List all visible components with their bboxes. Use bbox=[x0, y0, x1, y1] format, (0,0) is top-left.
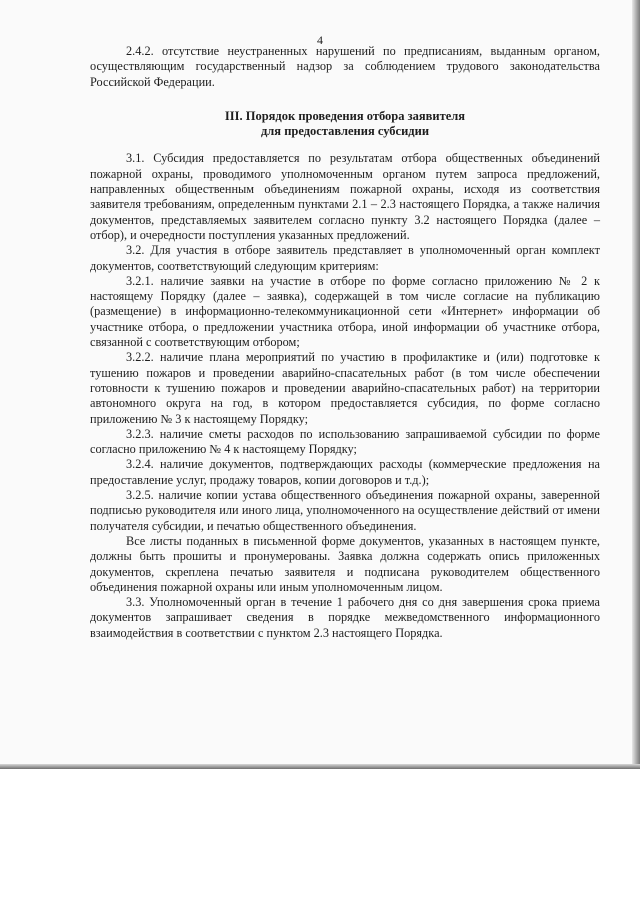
paragraph-3-2-4: 3.2.4. наличие документов, подтверждающих расходы (коммерческие предложения на предоставление услуг, продажу товаров, копии договоров и т.д.); bbox=[90, 457, 600, 487]
paragraph-2-4-2: 2.4.2. отсутствие неустраненных нарушений по предписаниям, выданным органом, осуществляющим государственный надзор за соблюдением трудового законодательства Российской Федерации. bbox=[90, 44, 600, 89]
section-heading bbox=[90, 109, 600, 140]
paragraph-3-2-5: 3.2.5. наличие копии устава общественного объединения пожарной охраны, заверенной подписью руководителя или иного лица, уполномоченного на осуществление действий от имени получателя субсидии, и печатью общественного объединения. bbox=[90, 488, 600, 533]
paragraph-3-2-2: 3.2.2. наличие плана мероприятий по участию в профилактике и (или) подготовке к тушению пожаров и проведении аварийно-спасательных работ (в том числе обеспечении готовности к тушению пожаров и проведении аварийно-спасательных работ) на территории автономного округа на год, в котором предоставляется субсидия, по форме согласно приложению № 3 к настоящему Порядку; bbox=[90, 350, 600, 426]
section-heading-line-1: III. Порядок проведения отбора заявителя bbox=[224, 108, 466, 123]
section-heading-line-2: для предоставления субсидии bbox=[260, 124, 430, 139]
paragraph-3-3: 3.3. Уполномоченный орган в течение 1 рабочего дня со дня завершения срока приема документов запрашивает сведения в порядке межведомственного информационного взаимодействия в соответствии с пунктом 2.3 настоящего Порядка. bbox=[90, 595, 600, 640]
document-body bbox=[90, 44, 600, 641]
paragraph-3-2: 3.2. Для участия в отборе заявитель представляет в уполномоченный орган комплект документов, соответствующий следующим критериям: bbox=[90, 243, 600, 273]
page-edge-shadow-bottom bbox=[0, 764, 640, 769]
page-number: 4 bbox=[317, 33, 323, 47]
paragraph-3-2-3: 3.2.3. наличие сметы расходов по использованию запрашиваемой субсидии по форме согласно приложению № 4 к настоящему Порядку; bbox=[90, 426, 600, 457]
page-edge-shadow-right bbox=[632, 0, 640, 768]
paragraph-3-2-1: 3.2.1. наличие заявки на участие в отборе по форме согласно приложению № 2 к настоящему Порядку (далее – заявка), содержащей в том числе согласие на публикацию (размещение) в информационно-телекоммуникационной сети «Интернет» информации об участнике отбора, о предложении участника отбора, иной информации об участнике отбора, связанной с соответствующим отбором; bbox=[90, 273, 600, 350]
paragraph-3-1: 3.1. Субсидия предоставляется по результатам отбора общественных объединений пожарной охраны, проводимого уполномоченным органом путем запроса предложений, направленных общественным объединениям пожарной охраны, исходя из соответствия заявителя требованиям, определенным пунктами 2.1 – 2.3 настоящего Порядка, а также наличия документов, представляемых заявителем согласно пункту 3.2 настоящего Порядка (далее – отбор), и очередности поступления указанных предложений. bbox=[90, 151, 600, 242]
paragraph-all-sheets: Все листы поданных в письменной форме документов, указанных в настоящем пункте, должны быть прошиты и пронумерованы. Заявка должна содержать опись приложенных документов, скреплена печатью заявителя и подписана руководителем общественного объединения пожарной охраны или иным уполномоченным лицом. bbox=[90, 533, 600, 594]
